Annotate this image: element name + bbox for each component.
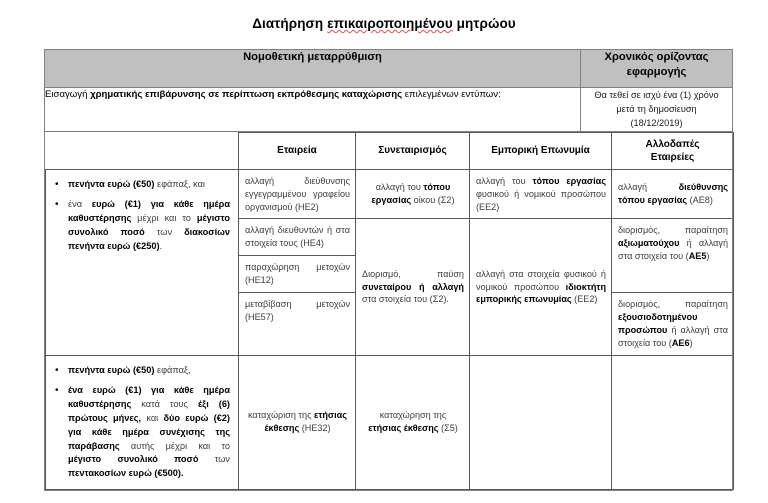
group1-etaireia-cell-1: αλλαγή διεύθυνσης εγγεγραμμένου γραφείου οργανισμού (ΗΕ2) [239,169,356,219]
group1-synetairismos-cell-2: Διορισμό, παύση συνεταίρου ή αλλαγή στα στοιχεία του (Σ2). [356,219,470,355]
group1-bullets-cell [46,169,239,355]
document-page [0,9,768,503]
group2-synetairismos-cell-1: καταχώρηση της ετήσιας έκθεσης (Σ5) [356,355,470,489]
group1-allodapes-cell-1: αλλαγή διεύθυνσης τόπου εργασίας (ΑΕ8) [612,169,734,219]
categories-grid-body [46,132,734,489]
intro-row [45,87,733,131]
table-body [45,87,733,490]
group2-bullets-cell [46,355,239,489]
group1-emporiki-cell-2: αλλαγή στα στοιχεία φυσικού ή νομικού προσώπου ιδιοκτήτη εμπορικής επωνυμίας (ΕΕ2) [470,219,612,355]
legislative-reform-table [44,49,733,491]
group1-allodapes-cell-3: διορισμός, παραίτηση εξουσιοδοτημένου προσώπου ή αλλαγή στα στοιχεία του (ΑΕ6) [612,293,734,356]
intro-text-part3: επιλεγμένων εντύπων: [402,88,501,100]
column-header-horizon: Χρονικός ορίζοντας εφαρμογής [581,49,733,87]
categories-grid [45,132,734,490]
group1-bullet-list: • πενήντα ευρώ (€50) εφάπαξ, και • ένα ευρώ (€1) για κάθε ημέρα καθυστέρησης μέχρι και το μέγιστο συνολικό ποσό των διακοσίων πενήντα ευρώ (€250). [50,178,230,254]
group2-emporiki-cell-1 [470,355,612,489]
group2-bullet-list: • πενήντα ευρώ (€50) εφάπαξ, • ένα ευρώ (€1) για κάθε ημέρα καθυστέρησης κατά τους έξι (6) πρώτους μήνες, και δύο ευρώ (€2) για κάθε ημέρα συνέχισης της παράβασης αυτής μέχρι και το μέγιστο συνολικό ποσό των πεντακοσίων ευρώ (€500). [50,364,230,481]
subheader-spacer [46,132,239,169]
intro-text-cell [45,87,581,131]
horizon-line-2: μετά τη δημοσίευση [616,104,697,115]
group2-allodapes-cell-1 [612,355,734,489]
column-header-reform: Νομοθετική μεταρρύθμιση [45,49,581,87]
group1-synetairismos-cell-1: αλλαγή του τόπου εργασίας οίκου (Σ2) [356,169,470,219]
group2-etaireia-cell-1: καταχώριση της ετήσιας έκθεσης (ΗΕ32) [239,355,356,489]
page-title-prefix: Διατήρηση [252,16,328,32]
group1-allodapes-cell-2: διορισμός, παραίτηση αξιωματούχου ή αλλαγή στα στοιχεία του (ΑΕ5) [612,219,734,293]
subheader-emporiki: Εμπορική Επωνυμία [470,132,612,169]
horizon-line-3: (18/12/2019) [630,118,683,129]
group1-row-1 [46,169,734,219]
group1-etaireia-cell-2: αλλαγή διευθυντών ή στα στοιχεία τους (ΗΕ4) [239,219,356,256]
table-header-row [45,49,733,87]
group1-etaireia-cell-3: παραχώρηση μετοχών (ΗΕ12) [239,256,356,293]
page-title-suffix: μητρώου [452,16,516,32]
page-title-highlight: επικαιροποιημένου [327,16,453,32]
horizon-line-1: Θα τεθεί σε ισχύ ένα (1) χρόνο [594,89,719,100]
page-title [0,9,768,40]
subheader-allodapes-line1: Αλλοδαπές [645,138,700,150]
intro-text-part1: Εισαγωγή [45,88,91,100]
subheader-allodapes [612,132,734,169]
table-head [45,49,733,87]
subheader-etaireia: Εταιρεία [239,132,356,169]
inner-grid-cell [45,131,733,490]
group1-etaireia-cell-4: μεταβίβαση μετοχών (ΗΕ57) [239,293,356,356]
subheader-allodapes-line2: Εταιρείες [650,151,695,163]
group1-emporiki-cell-1: αλλαγή του τόπου εργασίας φυσικού ή νομικού προσώπου (ΕΕ2) [470,169,612,219]
horizon-text-cell [581,87,733,131]
intro-text-bold: χρηματικής επιβάρυνσης σε περίπτωση εκπρόθεσμης καταχώρισης [90,88,403,100]
table-container [0,49,768,491]
subheader-row [46,132,734,169]
group2-row-1 [46,355,734,489]
grid-row [45,131,733,490]
subheader-synetairismos: Συνεταιρισμός [356,132,470,169]
